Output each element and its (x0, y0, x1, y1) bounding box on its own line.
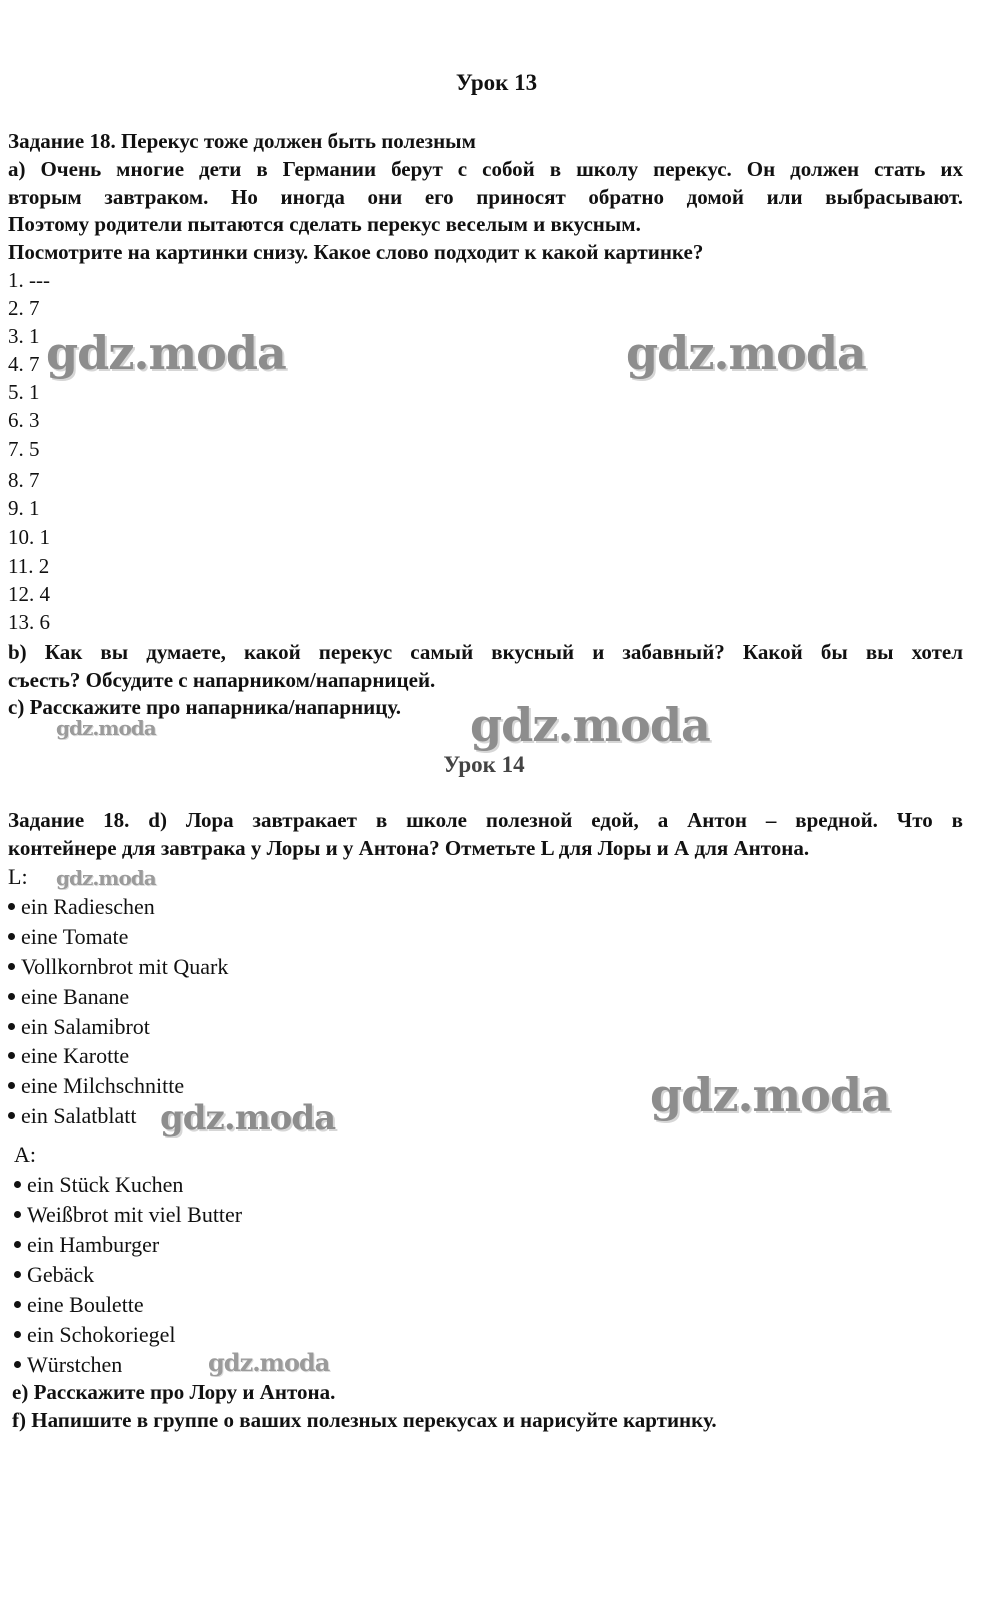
list-item: ein Schokoriegel (14, 1322, 175, 1348)
list-item: eine Tomate (8, 924, 128, 950)
list-item: ein Salamibrot (8, 1014, 150, 1040)
answer-item: 4. 7 (8, 352, 40, 376)
lesson-14-title: Урок 14 (443, 752, 525, 777)
part-a-line-1: a) Очень многие дети в Германии берут с собой в школу перекус. Он должен стать их (8, 157, 963, 181)
list-item: Weißbrot mit viel Butter (14, 1202, 242, 1228)
bullet-icon (8, 1082, 15, 1089)
watermark-logo: gdz.moda (56, 716, 156, 740)
bullet-icon (8, 1023, 15, 1030)
answer-item: 9. 1 (8, 496, 40, 520)
part-b-line-2: съесть? Обсудите с напарником/напарницей. (8, 668, 436, 692)
answer-item: 6. 3 (8, 408, 40, 432)
bullet-icon (14, 1301, 21, 1308)
part-f-text: f) Напишите в группе о ваших полезных перекусах и нарисуйте картинку. (12, 1408, 717, 1432)
list-item: eine Banane (8, 984, 129, 1010)
watermark-logo: gdz.moda (208, 1348, 330, 1377)
lora-label: L: (8, 864, 28, 889)
answer-item: 7. 5 (8, 437, 40, 461)
bullet-icon (8, 993, 15, 1000)
list-item: Vollkornbrot mit Quark (8, 954, 228, 980)
answer-item: 8. 7 (8, 468, 40, 492)
part-a-line-2: вторым завтраком. Но иногда они его приносят обратно домой или выбрасывают. (8, 185, 963, 209)
bullet-icon (8, 963, 15, 970)
list-item: ein Salatblatt (8, 1103, 136, 1129)
answer-item: 10. 1 (8, 525, 50, 549)
answer-item: 2. 7 (8, 296, 40, 320)
list-item: Würstchen (14, 1352, 122, 1378)
bullet-icon (8, 1052, 15, 1059)
answer-item: 3. 1 (8, 324, 40, 348)
list-item: eine Boulette (14, 1292, 144, 1318)
bullet-icon (8, 1112, 15, 1119)
answer-item: 11. 2 (8, 554, 50, 578)
bullet-icon (8, 903, 15, 910)
bullet-icon (8, 933, 15, 940)
watermark-logo: gdz.moda (626, 326, 866, 380)
anton-label: A: (14, 1142, 36, 1167)
answer-item: 1. --- (8, 268, 50, 292)
bullet-icon (14, 1241, 21, 1248)
bullet-icon (14, 1211, 21, 1218)
answer-item: 13. 6 (8, 610, 50, 634)
part-b-line-1: b) Как вы думаете, какой перекус самый вкусный и забавный? Какой бы вы хотел (8, 640, 963, 664)
answer-item: 12. 4 (8, 582, 50, 606)
task-18d-line-2: контейнере для завтрака у Лоры и у Антона? Отметьте L для Лоры и А для Антона. (8, 836, 810, 860)
part-e-text: e) Расскажите про Лору и Антона. (12, 1380, 336, 1404)
list-item: ein Radieschen (8, 894, 155, 920)
task-18-title: Задание 18. Перекус тоже должен быть полезным (8, 129, 476, 153)
part-a-line-3: Поэтому родители пытаются сделать перекус веселым и вкусным. (8, 212, 641, 236)
question-text: Посмотрите на картинки снизу. Какое слово подходит к какой картинке? (8, 240, 704, 264)
watermark-logo: gdz.moda (56, 866, 156, 890)
bullet-icon (14, 1181, 21, 1188)
list-item: eine Karotte (8, 1043, 129, 1069)
bullet-icon (14, 1271, 21, 1278)
list-item: ein Stück Kuchen (14, 1172, 183, 1198)
watermark-logo: gdz.moda (46, 326, 286, 380)
list-item: eine Milchschnitte (8, 1073, 184, 1099)
answer-item: 5. 1 (8, 380, 40, 404)
bullet-icon (14, 1331, 21, 1338)
list-item: Gebäck (14, 1262, 94, 1288)
part-c-text: c) Расскажите про напарника/напарницу. (8, 695, 402, 719)
watermark-logo: gdz.moda (160, 1098, 336, 1138)
list-item: ein Hamburger (14, 1232, 159, 1258)
watermark-logo: gdz.moda (470, 698, 710, 752)
lesson-13-title: Урок 13 (455, 70, 538, 95)
bullet-icon (14, 1361, 21, 1368)
watermark-logo: gdz.moda (650, 1068, 890, 1122)
task-18d-line-1: Задание 18. d) Лора завтракает в школе полезной едой, а Антон – вредной. Что в (8, 808, 963, 832)
